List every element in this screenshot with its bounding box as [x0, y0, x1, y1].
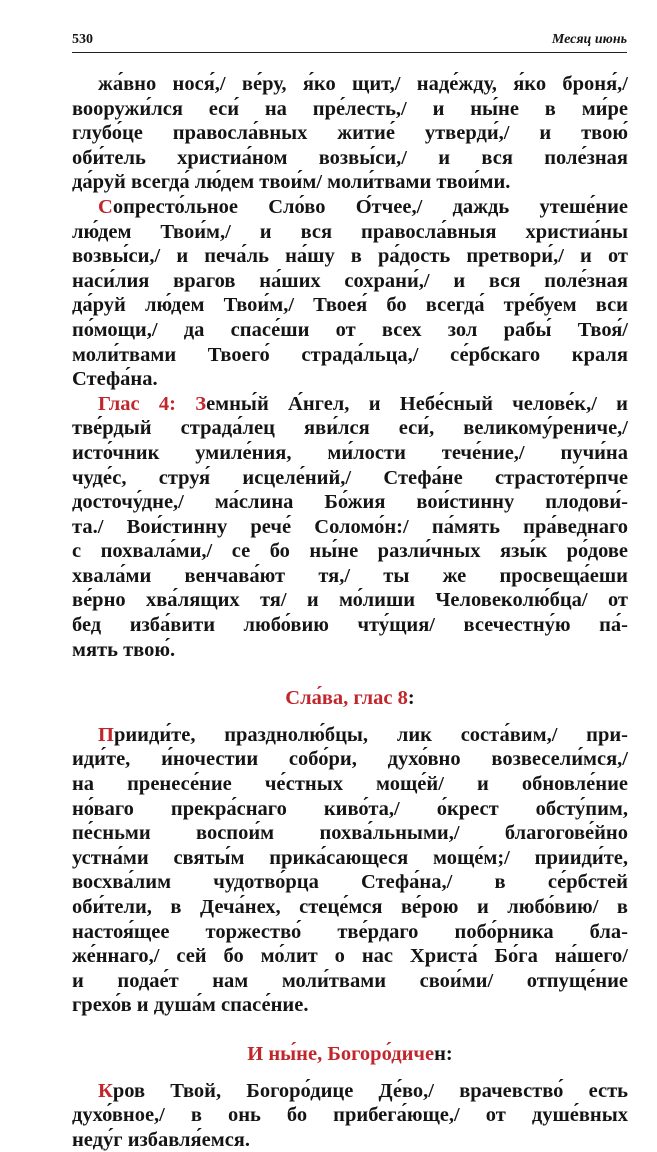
text-line	[72, 846, 628, 871]
text-line	[72, 97, 628, 122]
paragraph	[72, 195, 628, 392]
text-line	[72, 220, 628, 245]
page-header	[72, 30, 627, 53]
text-line	[72, 613, 628, 638]
line-text: чуде́с, струя́ исцеле́ний,/ Стефа́не страстоте́рпче	[72, 466, 628, 489]
line-text: по́мощи,/ да спасе́ши от всех зол рабы́ Твоя́/	[72, 318, 628, 341]
text-line	[72, 993, 628, 1018]
section-heading	[72, 1042, 628, 1067]
heading-part: Сла́ва, глас 8	[285, 687, 408, 710]
paragraph	[72, 72, 628, 195]
text-line	[72, 638, 628, 663]
text-line	[72, 1103, 628, 1128]
text-line	[72, 343, 628, 368]
line-text: хвала́ми венчава́ют тя,/ ты же просвеща́еши	[72, 564, 628, 587]
line-text: бед изба́вити любо́вию чту́щия/ всечестну́ю па́-	[72, 614, 628, 637]
text-line	[72, 564, 628, 589]
page-number: 530	[72, 32, 93, 47]
text-line	[72, 821, 628, 846]
text-line	[72, 747, 628, 772]
text-line	[72, 367, 628, 392]
text-line	[72, 170, 628, 195]
line-text: емны́й А́нгел, и Небе́сный челове́к,/ и	[206, 392, 628, 415]
line-text: оби́тели, в Деча́нех, стеце́мся ве́рою и любо́вию/ в	[72, 896, 628, 918]
text-line	[72, 416, 628, 441]
text-line	[72, 588, 628, 613]
line-text: исто́чник умиле́ния, ми́лости тече́ние,/ пучи́на	[72, 441, 628, 464]
line-text: да́руй лю́дем Твои́м,/ Твоея́ бо всегда́ тре́буем вси	[72, 294, 628, 317]
line-text: лю́дем Твои́м,/ и вся правосла́вныя христиа́ны	[72, 220, 628, 243]
line-text: ров Твой, Богоро́дице Де́во,/ врачевство́ есть	[112, 1079, 628, 1102]
running-title: Месяц июнь	[551, 32, 627, 47]
text-line	[72, 318, 628, 343]
line-text: духо́вное,/ в онь бо прибега́юще,/ от душе́вных	[72, 1104, 628, 1127]
text-line	[72, 772, 628, 797]
text-line	[72, 195, 628, 220]
text-line	[72, 1079, 628, 1104]
paragraph	[72, 723, 628, 1018]
text-line	[72, 723, 628, 748]
heading-part: :	[407, 687, 415, 710]
text-line	[72, 895, 628, 920]
text-line	[72, 797, 628, 822]
line-text: настоя́щее торжество́ тве́рдаго побо́рника бла-	[72, 920, 628, 943]
text-line	[72, 870, 628, 895]
line-text: восхва́лим чудотво́рца Стефа́на,/ в се́рбстей	[72, 871, 628, 894]
line-text: наси́лия врагов на́ших сохрани́,/ и вся поле́зная	[72, 269, 628, 292]
line-text: пе́сньми воспои́м похва́льными,/ благогове́йно	[72, 822, 628, 845]
text-line	[72, 490, 628, 515]
heading-part: И ны́не, Богоро́диче	[247, 1042, 435, 1065]
drop-initial: К	[98, 1079, 113, 1102]
text-line	[72, 121, 628, 146]
line-text: тве́рдый страда́лец яви́лся еси́, великому́рениче,/	[72, 417, 628, 440]
line-text: с похвала́ми,/ се бо ны́не разли́чных язы́к ро́дове	[72, 540, 628, 563]
line-text: опресто́льное Сло́во О́тчее,/ даждь утеше́ние	[112, 195, 628, 218]
line-text: досточу́дне,/ ма́слина Бо́жия вои́стинну плодови́-	[72, 491, 628, 514]
text-line	[72, 146, 628, 171]
line-text: грехо́в и душа́м спасе́ние.	[72, 994, 309, 1017]
line-text: возвы́си,/ и печа́ль на́шу в ра́дость претвори́,/ и от	[72, 245, 628, 268]
text-line	[72, 269, 628, 294]
line-text: жа́вно нося́,/ ве́ру, я́ко щит,/ наде́жду, я́ко броня́,/	[98, 73, 628, 95]
tone-label: Глас 4:	[98, 392, 196, 415]
text-line	[72, 1128, 628, 1152]
line-text: и подае́т нам моли́твами свои́ми/ отпуще́ние	[72, 969, 628, 992]
line-text: на пренесе́ние че́стных моще́й/ и обновле́ние	[72, 773, 628, 796]
text-line	[72, 944, 628, 969]
text-line	[72, 969, 628, 994]
line-text: глубо́це правосла́вных житие́ утверди́,/ и твою́	[72, 122, 628, 145]
line-text: вооружи́лся еси́ на пре́лесть,/ и ны́не в ми́ре	[72, 97, 628, 120]
drop-initial: З	[195, 392, 207, 415]
heading-part: н:	[434, 1042, 453, 1065]
text-line	[72, 466, 628, 491]
line-text: оби́тель христиа́ном возвы́си,/ и вся поле́зная	[72, 146, 628, 169]
line-text: ве́рно хва́лящих тя/ и мо́лиши Человеколю́бца/ от	[72, 589, 628, 612]
line-text: но́ваго прекра́снаго киво́та,/ о́крест обсту́пим,	[72, 797, 628, 820]
section-heading	[72, 686, 628, 711]
line-text: устна́ми святы́м прика́сающеся моще́м;/ прииди́те,	[72, 846, 628, 869]
line-text: рииди́те, празднолю́бцы, лик соста́вим,/ при-	[113, 723, 628, 746]
line-text: неду́г избавля́емся.	[72, 1128, 251, 1151]
line-text: Стефа́на.	[72, 368, 158, 391]
line-text: моли́твами Твоего́ страда́льца,/ се́рбскаго краля	[72, 343, 628, 366]
page-body	[72, 72, 628, 1152]
text-line	[72, 539, 628, 564]
text-line	[72, 244, 628, 269]
line-text: да́руй всегда́ лю́дем твои́м/ моли́твами твои́ми.	[72, 171, 511, 194]
line-text: мять твою́.	[72, 638, 176, 661]
text-line	[72, 515, 628, 540]
line-text: та./ Вои́стинну рече́ Соломо́н:/ па́мять пра́веднаго	[72, 515, 628, 538]
text-line	[72, 72, 628, 97]
line-text: же́ннаго,/ сей бо мо́лит о нас Христа́ Бо́га на́шего/	[72, 945, 628, 968]
paragraph	[72, 392, 628, 663]
text-line	[72, 441, 628, 466]
drop-initial: П	[98, 723, 114, 746]
paragraph	[72, 1079, 628, 1152]
line-text: иди́те, и́ночестии собо́ри, духо́вно возвесели́мся,/	[72, 748, 628, 771]
text-line	[72, 293, 628, 318]
text-line	[72, 920, 628, 945]
text-line	[72, 392, 628, 417]
drop-initial: С	[98, 195, 113, 218]
